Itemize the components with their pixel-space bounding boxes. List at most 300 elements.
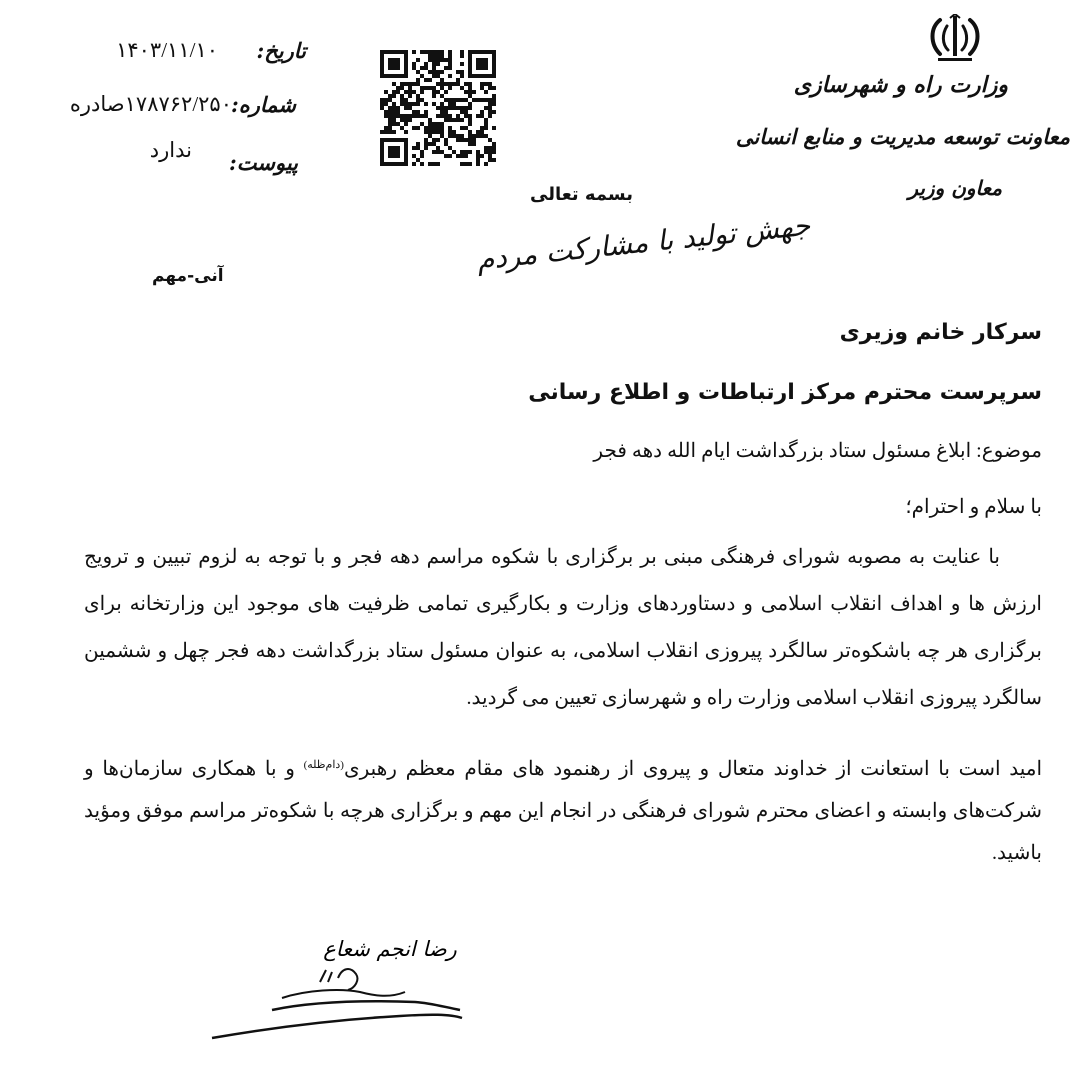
qr-module: [444, 66, 448, 70]
qr-module: [396, 114, 400, 118]
qr-module: [488, 138, 492, 142]
qr-module: [484, 90, 488, 94]
qr-module: [492, 110, 496, 114]
qr-module: [480, 86, 484, 90]
qr-module: [388, 98, 392, 102]
qr-module: [464, 126, 468, 130]
qr-module: [388, 146, 400, 158]
qr-module: [468, 86, 472, 90]
qr-module: [448, 130, 452, 134]
qr-module: [476, 114, 480, 118]
qr-module: [460, 106, 464, 110]
qr-module: [436, 58, 440, 62]
qr-module: [436, 62, 440, 66]
qr-module: [468, 134, 472, 138]
qr-module: [388, 126, 392, 130]
qr-module: [404, 90, 408, 94]
qr-module: [420, 98, 424, 102]
qr-module: [388, 106, 392, 110]
qr-module: [468, 114, 472, 118]
qr-module: [468, 90, 472, 94]
qr-module: [440, 150, 444, 154]
qr-module: [400, 98, 404, 102]
qr-module: [476, 58, 488, 70]
qr-module: [388, 122, 392, 126]
qr-module: [456, 114, 460, 118]
qr-module: [440, 106, 444, 110]
qr-module: [452, 118, 456, 122]
qr-module: [432, 142, 436, 146]
qr-module: [424, 62, 428, 66]
qr-module: [404, 106, 408, 110]
qr-module: [460, 110, 464, 114]
qr-module: [456, 138, 460, 142]
qr-module: [460, 126, 464, 130]
qr-module: [472, 90, 476, 94]
qr-module: [396, 110, 400, 114]
qr-module: [392, 94, 396, 98]
qr-module: [436, 114, 440, 118]
qr-module: [420, 86, 424, 90]
qr-module: [460, 86, 464, 90]
qr-module: [484, 162, 488, 166]
qr-module: [416, 114, 420, 118]
qr-module: [436, 162, 440, 166]
qr-module: [400, 118, 404, 122]
qr-module: [432, 62, 436, 66]
qr-module: [460, 118, 464, 122]
qr-module: [380, 130, 384, 134]
qr-module: [432, 150, 436, 154]
qr-module: [448, 154, 452, 158]
qr-module: [432, 102, 436, 106]
qr-module: [384, 98, 388, 102]
qr-module: [428, 162, 432, 166]
qr-module: [412, 90, 416, 94]
number-value: ۱۷۸۷۶۲/۲۵۰صادره: [69, 92, 232, 116]
qr-module: [424, 110, 428, 114]
qr-module: [460, 134, 464, 138]
qr-module: [484, 122, 488, 126]
qr-module: [456, 98, 460, 102]
qr-module: [484, 118, 488, 122]
qr-module: [404, 102, 408, 106]
qr-module: [448, 102, 452, 106]
qr-module: [424, 130, 428, 134]
qr-module: [416, 82, 420, 86]
qr-module: [460, 138, 464, 142]
qr-module: [492, 86, 496, 90]
qr-module: [412, 126, 416, 130]
qr-module: [392, 90, 396, 94]
qr-module: [476, 162, 480, 166]
qr-module: [452, 150, 456, 154]
qr-module: [444, 98, 448, 102]
qr-module: [444, 114, 448, 118]
qr-module: [388, 118, 392, 122]
qr-module: [392, 118, 396, 122]
qr-module: [492, 98, 496, 102]
qr-module: [440, 126, 444, 130]
qr-module: [440, 134, 444, 138]
qr-module: [416, 94, 420, 98]
qr-module: [384, 102, 388, 106]
qr-module: [440, 94, 444, 98]
qr-module: [388, 110, 392, 114]
qr-module: [428, 86, 432, 90]
qr-module: [384, 114, 388, 118]
qr-module: [392, 102, 396, 106]
qr-module: [428, 122, 432, 126]
qr-module: [488, 154, 492, 158]
body-paragraph-2: [84, 744, 1042, 874]
qr-module: [448, 146, 452, 150]
qr-module: [460, 162, 464, 166]
qr-module: [436, 50, 440, 54]
qr-module: [460, 54, 464, 58]
qr-module: [492, 94, 496, 98]
qr-module: [412, 162, 416, 166]
qr-module: [476, 154, 480, 158]
qr-module: [488, 150, 492, 154]
qr-module: [416, 78, 420, 82]
qr-module: [416, 110, 420, 114]
qr-module: [480, 98, 484, 102]
qr-module: [424, 138, 428, 142]
qr-module: [420, 114, 424, 118]
qr-module: [424, 66, 428, 70]
qr-module: [432, 126, 436, 130]
qr-module: [492, 102, 496, 106]
qr-module: [440, 122, 444, 126]
qr-module: [416, 58, 420, 62]
qr-module: [464, 90, 468, 94]
qr-module: [420, 162, 424, 166]
qr-module: [428, 118, 432, 122]
qr-module: [384, 90, 388, 94]
qr-module: [428, 134, 432, 138]
qr-module: [428, 70, 432, 74]
qr-module: [440, 130, 444, 134]
signature: [210, 918, 470, 1058]
qr-module: [488, 102, 492, 106]
qr-module: [468, 118, 472, 122]
qr-module: [404, 114, 408, 118]
qr-module: [468, 142, 472, 146]
qr-module: [380, 98, 384, 102]
qr-module: [480, 110, 484, 114]
qr-module: [440, 82, 444, 86]
qr-module: [492, 150, 496, 154]
attachment-value: ندارد: [149, 138, 192, 162]
qr-module: [492, 158, 496, 162]
qr-module: [452, 82, 456, 86]
qr-module: [440, 78, 444, 82]
qr-module: [396, 106, 400, 110]
qr-module: [420, 66, 424, 70]
qr-module: [432, 122, 436, 126]
qr-module: [460, 150, 464, 154]
qr-module: [428, 130, 432, 134]
qr-module: [396, 86, 400, 90]
qr-module: [428, 126, 432, 130]
qr-module: [436, 90, 440, 94]
qr-module: [388, 94, 392, 98]
qr-module: [416, 126, 420, 130]
qr-module: [460, 154, 464, 158]
qr-module: [408, 90, 412, 94]
qr-module: [436, 138, 440, 142]
qr-module: [488, 106, 492, 110]
date-label: تاریخ:: [256, 38, 306, 63]
qr-module: [404, 122, 408, 126]
qr-module: [416, 146, 420, 150]
qr-module: [392, 110, 396, 114]
qr-module: [488, 158, 492, 162]
qr-module: [412, 62, 416, 66]
qr-module: [432, 90, 436, 94]
qr-module: [472, 98, 476, 102]
qr-module: [440, 102, 444, 106]
qr-module: [456, 70, 460, 74]
qr-module: [448, 74, 452, 78]
qr-module: [428, 78, 432, 82]
qr-module: [488, 86, 492, 90]
qr-module: [424, 78, 428, 82]
qr-module: [392, 114, 396, 118]
qr-module: [424, 126, 428, 130]
qr-module: [412, 82, 416, 86]
qr-module: [392, 130, 396, 134]
qr-module: [484, 106, 488, 110]
qr-module: [412, 114, 416, 118]
deputy-title: معاون وزیر: [908, 176, 1002, 200]
qr-module: [492, 126, 496, 130]
qr-module: [448, 82, 452, 86]
qr-module: [436, 150, 440, 154]
qr-module: [420, 154, 424, 158]
qr-module: [428, 50, 432, 54]
qr-module: [408, 114, 412, 118]
qr-module: [392, 82, 396, 86]
qr-module: [488, 114, 492, 118]
qr-module: [432, 138, 436, 142]
qr-module: [444, 90, 448, 94]
qr-module: [412, 110, 416, 114]
qr-code: [379, 48, 497, 169]
qr-module: [476, 98, 480, 102]
qr-module: [388, 130, 392, 134]
qr-module: [412, 50, 416, 54]
qr-module: [420, 122, 424, 126]
qr-module: [484, 146, 488, 150]
qr-module: [444, 142, 448, 146]
body-paragraph-2-end: و با همکاری سازمان‌ها و شرکت‌های وابسته و اعضای محترم شورای فرهنگی در انجام این مهم و برگزاری هرچه با شکوه‌تر مراسم موفق ومؤید باشید.: [84, 758, 1042, 864]
qr-module: [404, 118, 408, 122]
qr-module: [480, 82, 484, 86]
qr-module: [432, 66, 436, 70]
qr-module: [488, 146, 492, 150]
qr-module: [420, 74, 424, 78]
qr-module: [432, 162, 436, 166]
number-label: شماره:: [230, 92, 296, 117]
qr-module: [408, 94, 412, 98]
qr-module: [432, 70, 436, 74]
qr-module: [436, 74, 440, 78]
qr-module: [448, 54, 452, 58]
qr-module: [416, 142, 420, 146]
qr-module: [436, 70, 440, 74]
body-paragraph-1: با عنایت به مصوبه شورای فرهنگی مبنی بر برگزاری با شکوه مراسم دهه فجر و با توجه به لزوم تبیین و ترویج ارزش ها و اهداف انقلاب اسلامی و دستاوردهای وزارت و بکارگیری تمامی ظرفیت های موجود این وزارتخانه برای برگزاری هر چه باشکوه‌تر سالگرد پیروزی انقلاب اسلامی، به عنوان مسئول ستاد بزرگداشت دهه فجر چهل و ششمین سالگرد پیروزی انقلاب اسلامی وزارت راه و شهرسازی تعیین می گردید.: [84, 546, 1043, 709]
qr-module: [456, 118, 460, 122]
body-paragraph-2-start: امید است با استعانت از خداوند متعال و پیروی از رهنمود های مقام معظم رهبری: [343, 758, 1043, 780]
qr-module: [424, 142, 428, 146]
qr-module: [468, 138, 472, 142]
qr-module: [464, 138, 468, 142]
qr-module: [420, 50, 424, 54]
qr-module: [448, 58, 452, 62]
qr-module: [444, 154, 448, 158]
qr-module: [388, 114, 392, 118]
qr-module: [396, 122, 400, 126]
qr-module: [436, 122, 440, 126]
qr-module: [392, 106, 396, 110]
qr-module: [480, 126, 484, 130]
qr-module: [448, 66, 452, 70]
qr-module: [456, 82, 460, 86]
qr-module: [436, 82, 440, 86]
qr-module: [408, 82, 412, 86]
qr-module: [424, 50, 428, 54]
qr-module: [400, 82, 404, 86]
qr-module: [460, 62, 464, 66]
recipient-title: سرپرست محترم مرکز ارتباطات و اطلاع رسانی: [528, 380, 1042, 405]
qr-module: [488, 110, 492, 114]
qr-module: [480, 154, 484, 158]
urgency-tag: آنی-مهم: [152, 266, 224, 286]
qr-module: [400, 94, 404, 98]
qr-module: [468, 102, 472, 106]
qr-module: [440, 50, 444, 54]
qr-module: [452, 130, 456, 134]
qr-module: [408, 86, 412, 90]
qr-module: [468, 162, 472, 166]
qr-module: [488, 82, 492, 86]
qr-module: [460, 98, 464, 102]
qr-module: [460, 50, 464, 54]
qr-module: [448, 126, 452, 130]
qr-module: [444, 110, 448, 114]
qr-module: [420, 90, 424, 94]
recipient-name: سرکار خانم وزیری: [839, 320, 1042, 345]
honorific-superscript: (دام‌ظله): [303, 759, 344, 771]
qr-module: [448, 98, 452, 102]
qr-module: [452, 134, 456, 138]
qr-module: [476, 130, 480, 134]
qr-module: [444, 138, 448, 142]
qr-module: [436, 130, 440, 134]
qr-module: [480, 114, 484, 118]
qr-module: [440, 54, 444, 58]
qr-module: [468, 106, 472, 110]
qr-module: [436, 106, 440, 110]
qr-module: [408, 102, 412, 106]
qr-module: [412, 66, 416, 70]
qr-module: [408, 106, 412, 110]
qr-module: [432, 74, 436, 78]
qr-module: [448, 118, 452, 122]
qr-module: [480, 130, 484, 134]
qr-module: [432, 86, 436, 90]
qr-module: [452, 106, 456, 110]
qr-module: [400, 102, 404, 106]
qr-module: [424, 86, 428, 90]
qr-module: [452, 98, 456, 102]
qr-module: [388, 58, 400, 70]
qr-module: [392, 122, 396, 126]
qr-module: [464, 150, 468, 154]
qr-module: [468, 150, 472, 154]
qr-module: [472, 142, 476, 146]
qr-module: [432, 58, 436, 62]
date-value: ۱۴۰۳/۱۱/۱۰: [116, 38, 218, 62]
qr-module: [460, 70, 464, 74]
qr-module: [464, 162, 468, 166]
qr-module: [412, 102, 416, 106]
qr-module: [456, 134, 460, 138]
qr-module: [492, 146, 496, 150]
qr-module: [468, 122, 472, 126]
qr-module: [420, 150, 424, 154]
qr-module: [416, 70, 420, 74]
qr-module: [464, 98, 468, 102]
qr-module: [384, 130, 388, 134]
qr-module: [484, 134, 488, 138]
qr-module: [448, 62, 452, 66]
qr-module: [464, 114, 468, 118]
qr-module: [424, 114, 428, 118]
qr-module: [468, 94, 472, 98]
qr-module: [432, 130, 436, 134]
bismillah-heading: بسمه تعالی: [530, 184, 633, 205]
qr-module: [428, 142, 432, 146]
qr-module: [384, 110, 388, 114]
qr-module: [492, 142, 496, 146]
qr-module: [404, 98, 408, 102]
qr-module: [436, 146, 440, 150]
qr-module: [440, 58, 444, 62]
qr-module: [464, 82, 468, 86]
qr-module: [436, 126, 440, 130]
qr-module: [452, 102, 456, 106]
year-slogan: جهش تولید با مشارکت مردم: [475, 208, 812, 277]
qr-module: [480, 134, 484, 138]
qr-module: [428, 58, 432, 62]
qr-module: [484, 82, 488, 86]
qr-module: [484, 150, 488, 154]
qr-module: [424, 146, 428, 150]
qr-module: [428, 54, 432, 58]
qr-module: [384, 126, 388, 130]
qr-module: [400, 126, 404, 130]
qr-module: [404, 82, 408, 86]
qr-module: [396, 90, 400, 94]
qr-module: [440, 86, 444, 90]
qr-module: [440, 110, 444, 114]
qr-module: [476, 150, 480, 154]
qr-module: [448, 86, 452, 90]
qr-module: [400, 114, 404, 118]
